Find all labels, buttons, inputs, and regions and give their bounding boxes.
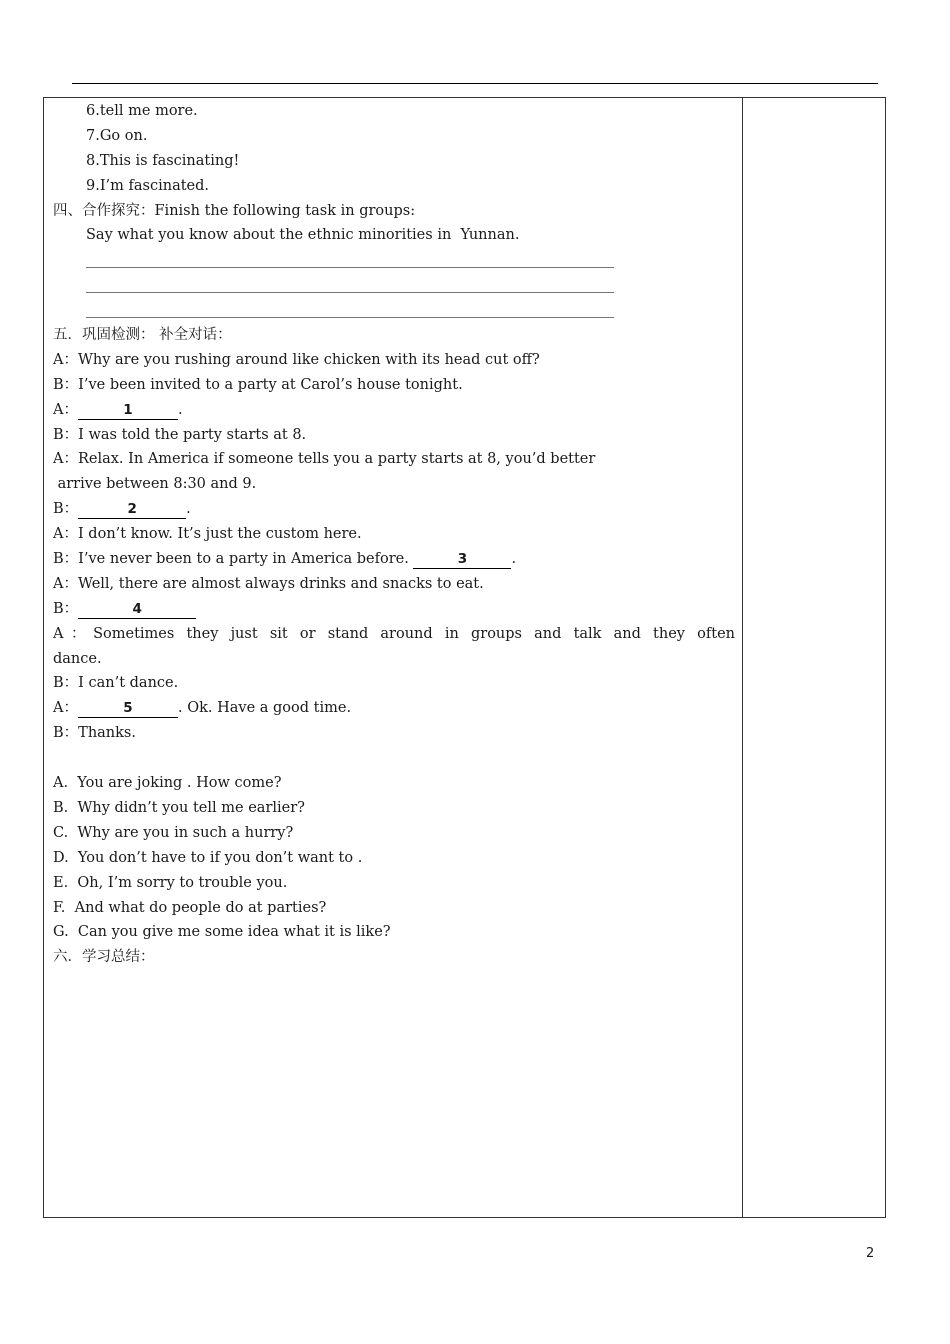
answer-line (53, 273, 735, 298)
blank-suffix: . (177, 401, 183, 418)
dialogue-text: B：I’ve never been to a party in America before. (53, 551, 414, 568)
dialogue-line: arrive between 8:30 and 9. (53, 476, 257, 493)
blank-suffix: . (186, 501, 191, 518)
table-column-divider (742, 97, 743, 1218)
worksheet-content (53, 99, 735, 970)
dialogue-line: A：Relax. In America if someone tells you a party starts at 8, you’d better (53, 451, 596, 468)
section-5-heading: 五．巩固检测： 补全对话： (53, 327, 232, 344)
answer-line (53, 248, 735, 273)
dialogue-line: A：Sometimes they just sit or stand around in groups and talk and they often (53, 625, 735, 642)
dialogue-line (53, 696, 735, 721)
speaker-label: A： (53, 700, 78, 717)
phrase-item: 6.tell me more. (86, 103, 198, 119)
dialogue-line: B：I’ve been invited to a party at Carol’s house tonight. (53, 376, 463, 393)
answer-line (53, 298, 735, 323)
option-item: B. Why didn’t you tell me earlier? (53, 799, 305, 816)
dialogue-line: A：Well, there are almost always drinks and snacks to eat. (53, 575, 484, 592)
blank-suffix: . (511, 551, 517, 568)
blank-2: 2 (78, 500, 186, 519)
dialogue-line: dance. (53, 650, 102, 667)
option-item: F. And what do people do at parties? (53, 899, 327, 916)
header-rule (72, 83, 878, 84)
dialogue-line (53, 497, 735, 522)
phrase-item: 9.I’m fascinated. (86, 177, 210, 194)
dialogue-line (53, 398, 735, 423)
section-4-heading: 四、合作探究：Finish the following task in groups: (53, 202, 416, 219)
blank-5: 5 (78, 699, 178, 718)
blank-1: 1 (78, 401, 178, 420)
dialogue-line: A：I don’t know. It’s just the custom here. (53, 526, 362, 543)
dialogue-line: B：Thanks. (53, 725, 136, 742)
phrase-item: 7.Go on. (86, 127, 148, 144)
speaker-label: B： (53, 501, 79, 518)
dialogue-line: A：Why are you rushing around like chicken with its head cut off? (53, 351, 540, 368)
speaker-label: A： (53, 401, 78, 418)
dialogue-line (53, 597, 735, 622)
option-item: D. You don’t have to if you don’t want to . (53, 849, 363, 866)
dialogue-line: B：I was told the party starts at 8. (53, 426, 307, 443)
blank-4: 4 (78, 600, 196, 619)
option-item: G. Can you give me some idea what it is like? (53, 924, 391, 941)
dialogue-line (53, 547, 735, 572)
page-number: 2 (866, 1246, 875, 1261)
phrase-item: 8.This is fascinating! (86, 152, 240, 169)
dialogue-line: B：I can’t dance. (53, 675, 179, 692)
blank-suffix: . Ok. Have a good time. (177, 700, 352, 717)
option-item: C. Why are you in such a hurry? (53, 824, 294, 841)
section-4-task: Say what you know about the ethnic minorities in Yunnan. (86, 227, 520, 244)
section-6-heading: 六．学习总结： (53, 949, 155, 966)
speaker-label: B： (53, 600, 79, 617)
option-item: E. Oh, I’m sorry to trouble you. (53, 874, 288, 891)
option-item: A. You are joking . How come? (53, 775, 282, 792)
spacer (53, 746, 735, 771)
blank-3: 3 (413, 550, 511, 569)
